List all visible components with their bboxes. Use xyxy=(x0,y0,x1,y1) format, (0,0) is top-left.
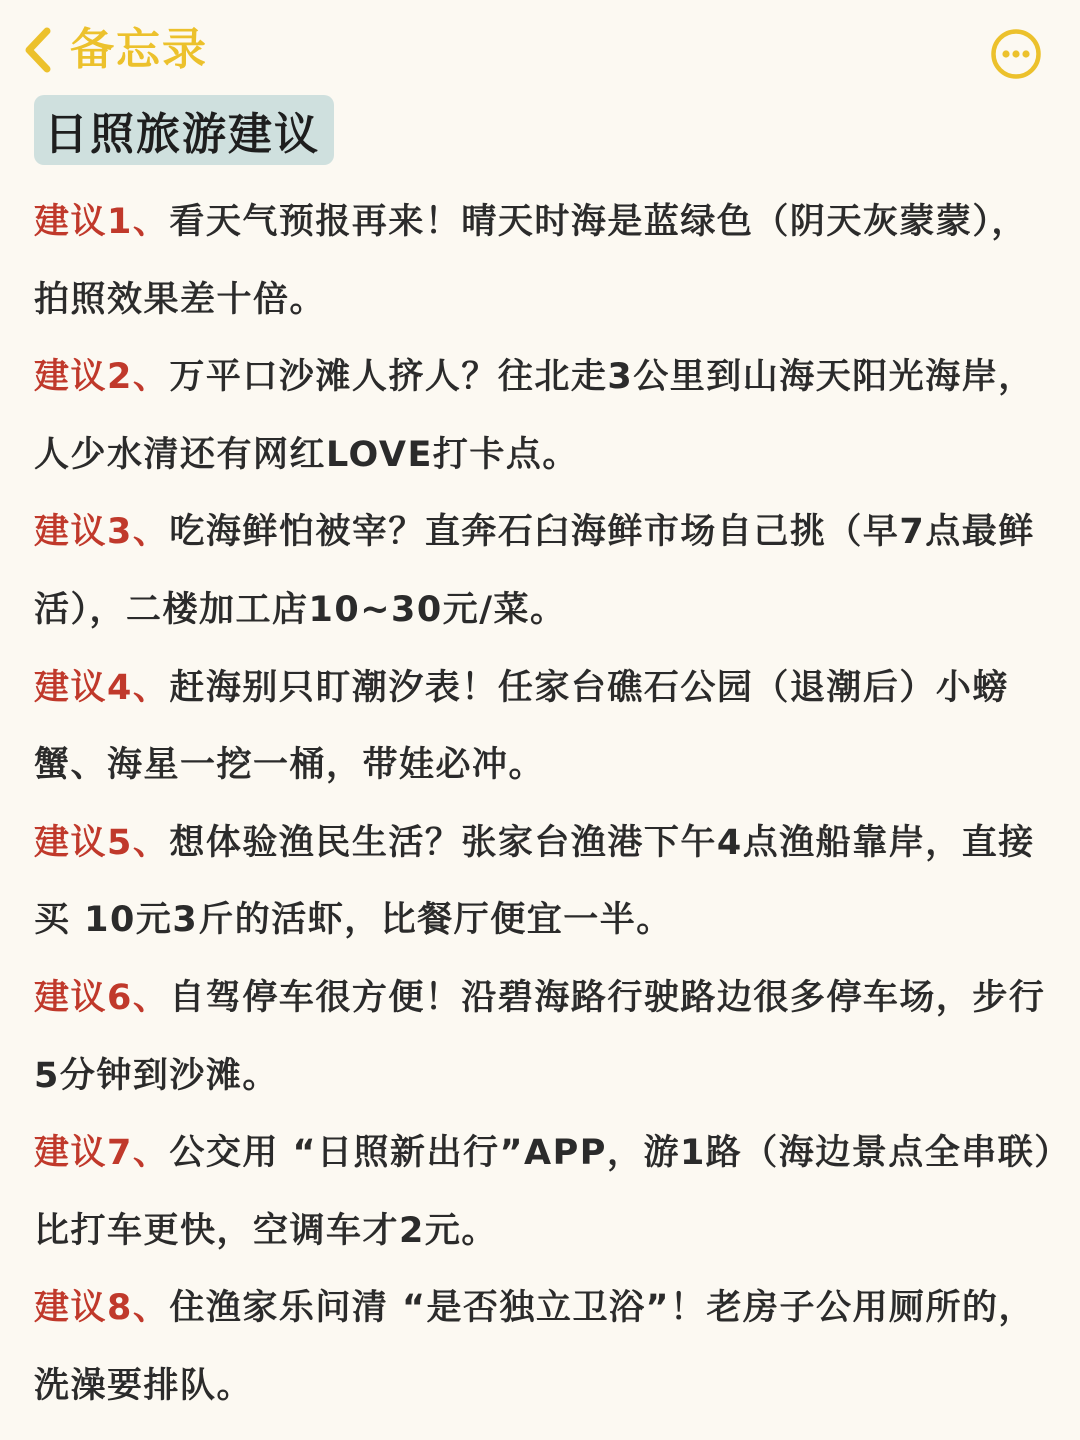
more-options-button[interactable] xyxy=(990,28,1042,80)
tip-item xyxy=(34,339,1054,494)
tips-list xyxy=(34,184,1054,1426)
tip-item xyxy=(34,650,1054,805)
tip-text: 自驾停车很方便！沿碧海路行驶路边很多停车场，步行5分钟到沙滩。 xyxy=(34,977,1046,1096)
tip-text: 看天气预报再来！晴天时海是蓝绿色（阴天灰蒙蒙），拍照效果差十倍。 xyxy=(34,202,1028,320)
top-nav-bar xyxy=(0,0,1080,100)
tip-text: 想体验渔民生活？张家台渔港下午4点渔船靠岸，直接买 10元3斤的活虾，比餐厅便宜一半。 xyxy=(34,822,1035,941)
tip-item xyxy=(34,1270,1054,1425)
tip-text: 吃海鲜怕被宰？直奔石臼海鲜市场自己挑（早7点最鲜活），二楼加工店10~30元/菜。 xyxy=(34,512,1035,630)
tip-text: 万平口沙滩人挤人？往北走3公里到山海天阳光海岸，人少水清还有网红LOVE打卡点。 xyxy=(34,357,1035,475)
tip-text: 赶海别只盯潮汐表！任家台礁石公园（退潮后）小螃蟹、海星一挖一桶，带娃必冲。 xyxy=(34,667,1009,786)
note-title-chip xyxy=(34,95,334,165)
chevron-left-icon xyxy=(18,24,58,76)
back-label: 备忘录 xyxy=(70,24,208,75)
tip-item xyxy=(34,960,1054,1115)
tip-item xyxy=(34,805,1054,960)
tip-label: 建议8、 xyxy=(34,1288,170,1329)
back-button[interactable] xyxy=(18,22,208,78)
tip-label: 建议7、 xyxy=(34,1133,170,1174)
tip-label: 建议3、 xyxy=(34,512,170,553)
tip-item xyxy=(34,494,1054,649)
tip-label: 建议5、 xyxy=(34,822,170,863)
tip-text: 公交用 “日照新出行”APP，游1路（海边景点全串联）比打车更快，空调车才2元。 xyxy=(34,1133,1054,1251)
tip-label: 建议4、 xyxy=(34,667,170,708)
tip-label: 建议6、 xyxy=(34,977,170,1018)
tip-label: 建议1、 xyxy=(34,202,170,242)
tip-label: 建议2、 xyxy=(34,357,170,398)
more-horizontal-icon xyxy=(990,28,1042,80)
tip-item xyxy=(34,184,1054,339)
note-title: 日照旅游建议 xyxy=(44,109,320,160)
tip-item xyxy=(34,1115,1054,1270)
tip-text: 住渔家乐问清 “是否独立卫浴”！老房子公用厕所的，洗澡要排队。 xyxy=(34,1288,1036,1406)
